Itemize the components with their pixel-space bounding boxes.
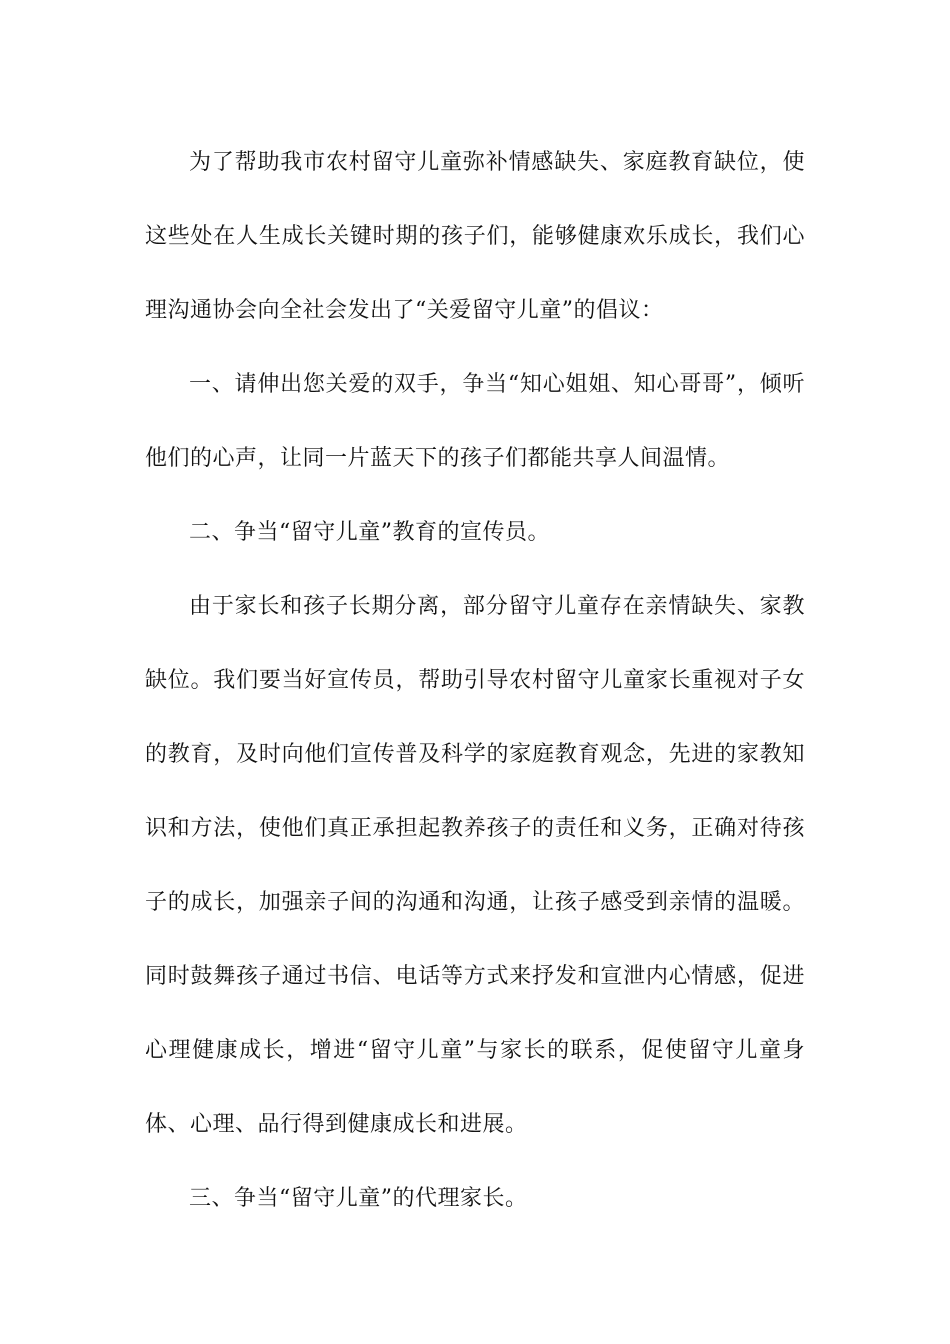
paragraph-item-two-heading: 二、争当“留守儿童”教育的宣传员。 — [189, 520, 550, 545]
paragraph-item-two-body: 由于家长和孩子长期分离，部分留守儿童存在亲情缺失、家教缺位。我们要当好宣传员，帮助引导农村留守儿童家长重视对子女的教育，及时向他们宣传普及科学的家庭教育观念，先进的家教知识和方法，使他们真正承担起教养孩子的责任和义务，正确对待孩子的成长，加强亲子间的沟通和沟通，让孩子感受到亲情的温暖。同时鼓舞孩子通过书信、电话等方式来抒发和宣泄内心情感，促进心理健康成长，增进“留守儿童”与家长的联系，促使留守儿童身体、心理、品行得到健康成长和进展。 — [145, 594, 805, 1137]
paragraph-intro: 为了帮助我市农村留守儿童弥补情感缺失、家庭教育缺位，使这些处在人生成长关键时期的孩子们，能够健康欢乐成长，我们心理沟通协会向全社会发出了“关爱留守儿童”的倡议： — [145, 150, 805, 323]
paragraph-item-three-heading: 三、争当“留守儿童”的代理家长。 — [189, 1186, 528, 1211]
paragraph-item-one: 一、请伸出您关爱的双手，争当“知心姐姐、知心哥哥”，倾听他们的心声，让同一片蓝天下的孩子们都能共享人间温情。 — [145, 372, 805, 471]
document-body — [145, 126, 805, 1236]
